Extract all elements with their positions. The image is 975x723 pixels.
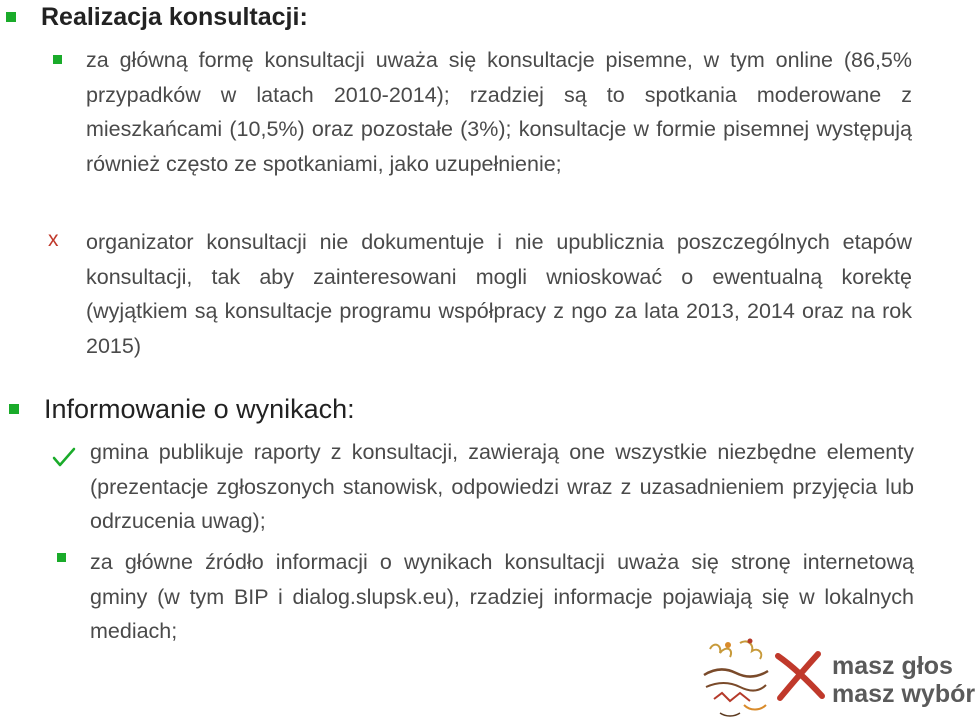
list-item: za główną formę konsultacji uważa się konsultacje pisemne, w tym online (86,5% przypadków w latach 2010-2014); rzadziej są to spotkania moderowane z mieszkańcami (10,5%) oraz pozostałe (3%); konsultacje w formie pisemnej występują również często ze spotkaniami, jako uzupełnienie; <box>86 48 912 176</box>
square-bullet-icon <box>9 404 19 414</box>
logo-line: masz głos <box>832 652 953 680</box>
list-item: organizator konsultacji nie dokumentuje i nie upublicznia poszczególnych etapów konsultacji, tak aby zainteresowani mogli wnioskować o ewentualną korektę (wyjątkiem są konsultacje programu współpracy z ngo za lata 2013, 2014 oraz na rok 2015) <box>86 230 912 358</box>
organization-logo-icon <box>700 635 772 719</box>
square-bullet-icon <box>6 12 16 22</box>
list-item: gmina publikuje raporty z konsultacji, zawierają one wszystkie niezbędne elementy (prezentacje zgłoszonych stanowisk, odpowiedzi wraz z uzasadnieniem przyjęcia lub odrzucenia uwag); <box>90 440 914 533</box>
square-bullet-icon <box>57 553 66 562</box>
square-bullet-icon <box>53 55 62 64</box>
campaign-logo-text <box>832 652 975 708</box>
section-heading-informowanie <box>9 391 355 427</box>
x-bullet-icon: x <box>48 228 59 251</box>
section-title: Informowanie o wynikach: <box>44 393 355 424</box>
checkmark-icon <box>52 446 76 468</box>
logo-line: masz wybór <box>832 680 975 708</box>
section-title: Realizacja konsultacji: <box>41 2 308 31</box>
list-item: za główne źródło informacji o wynikach konsultacji uważa się stronę internetową gminy (w tym BIP i dialog.slupsk.eu), rzadziej informacje pojawiają się w lokalnych mediach; <box>90 550 914 643</box>
ballot-x-icon <box>770 648 830 704</box>
section-heading-realizacja <box>6 0 308 34</box>
